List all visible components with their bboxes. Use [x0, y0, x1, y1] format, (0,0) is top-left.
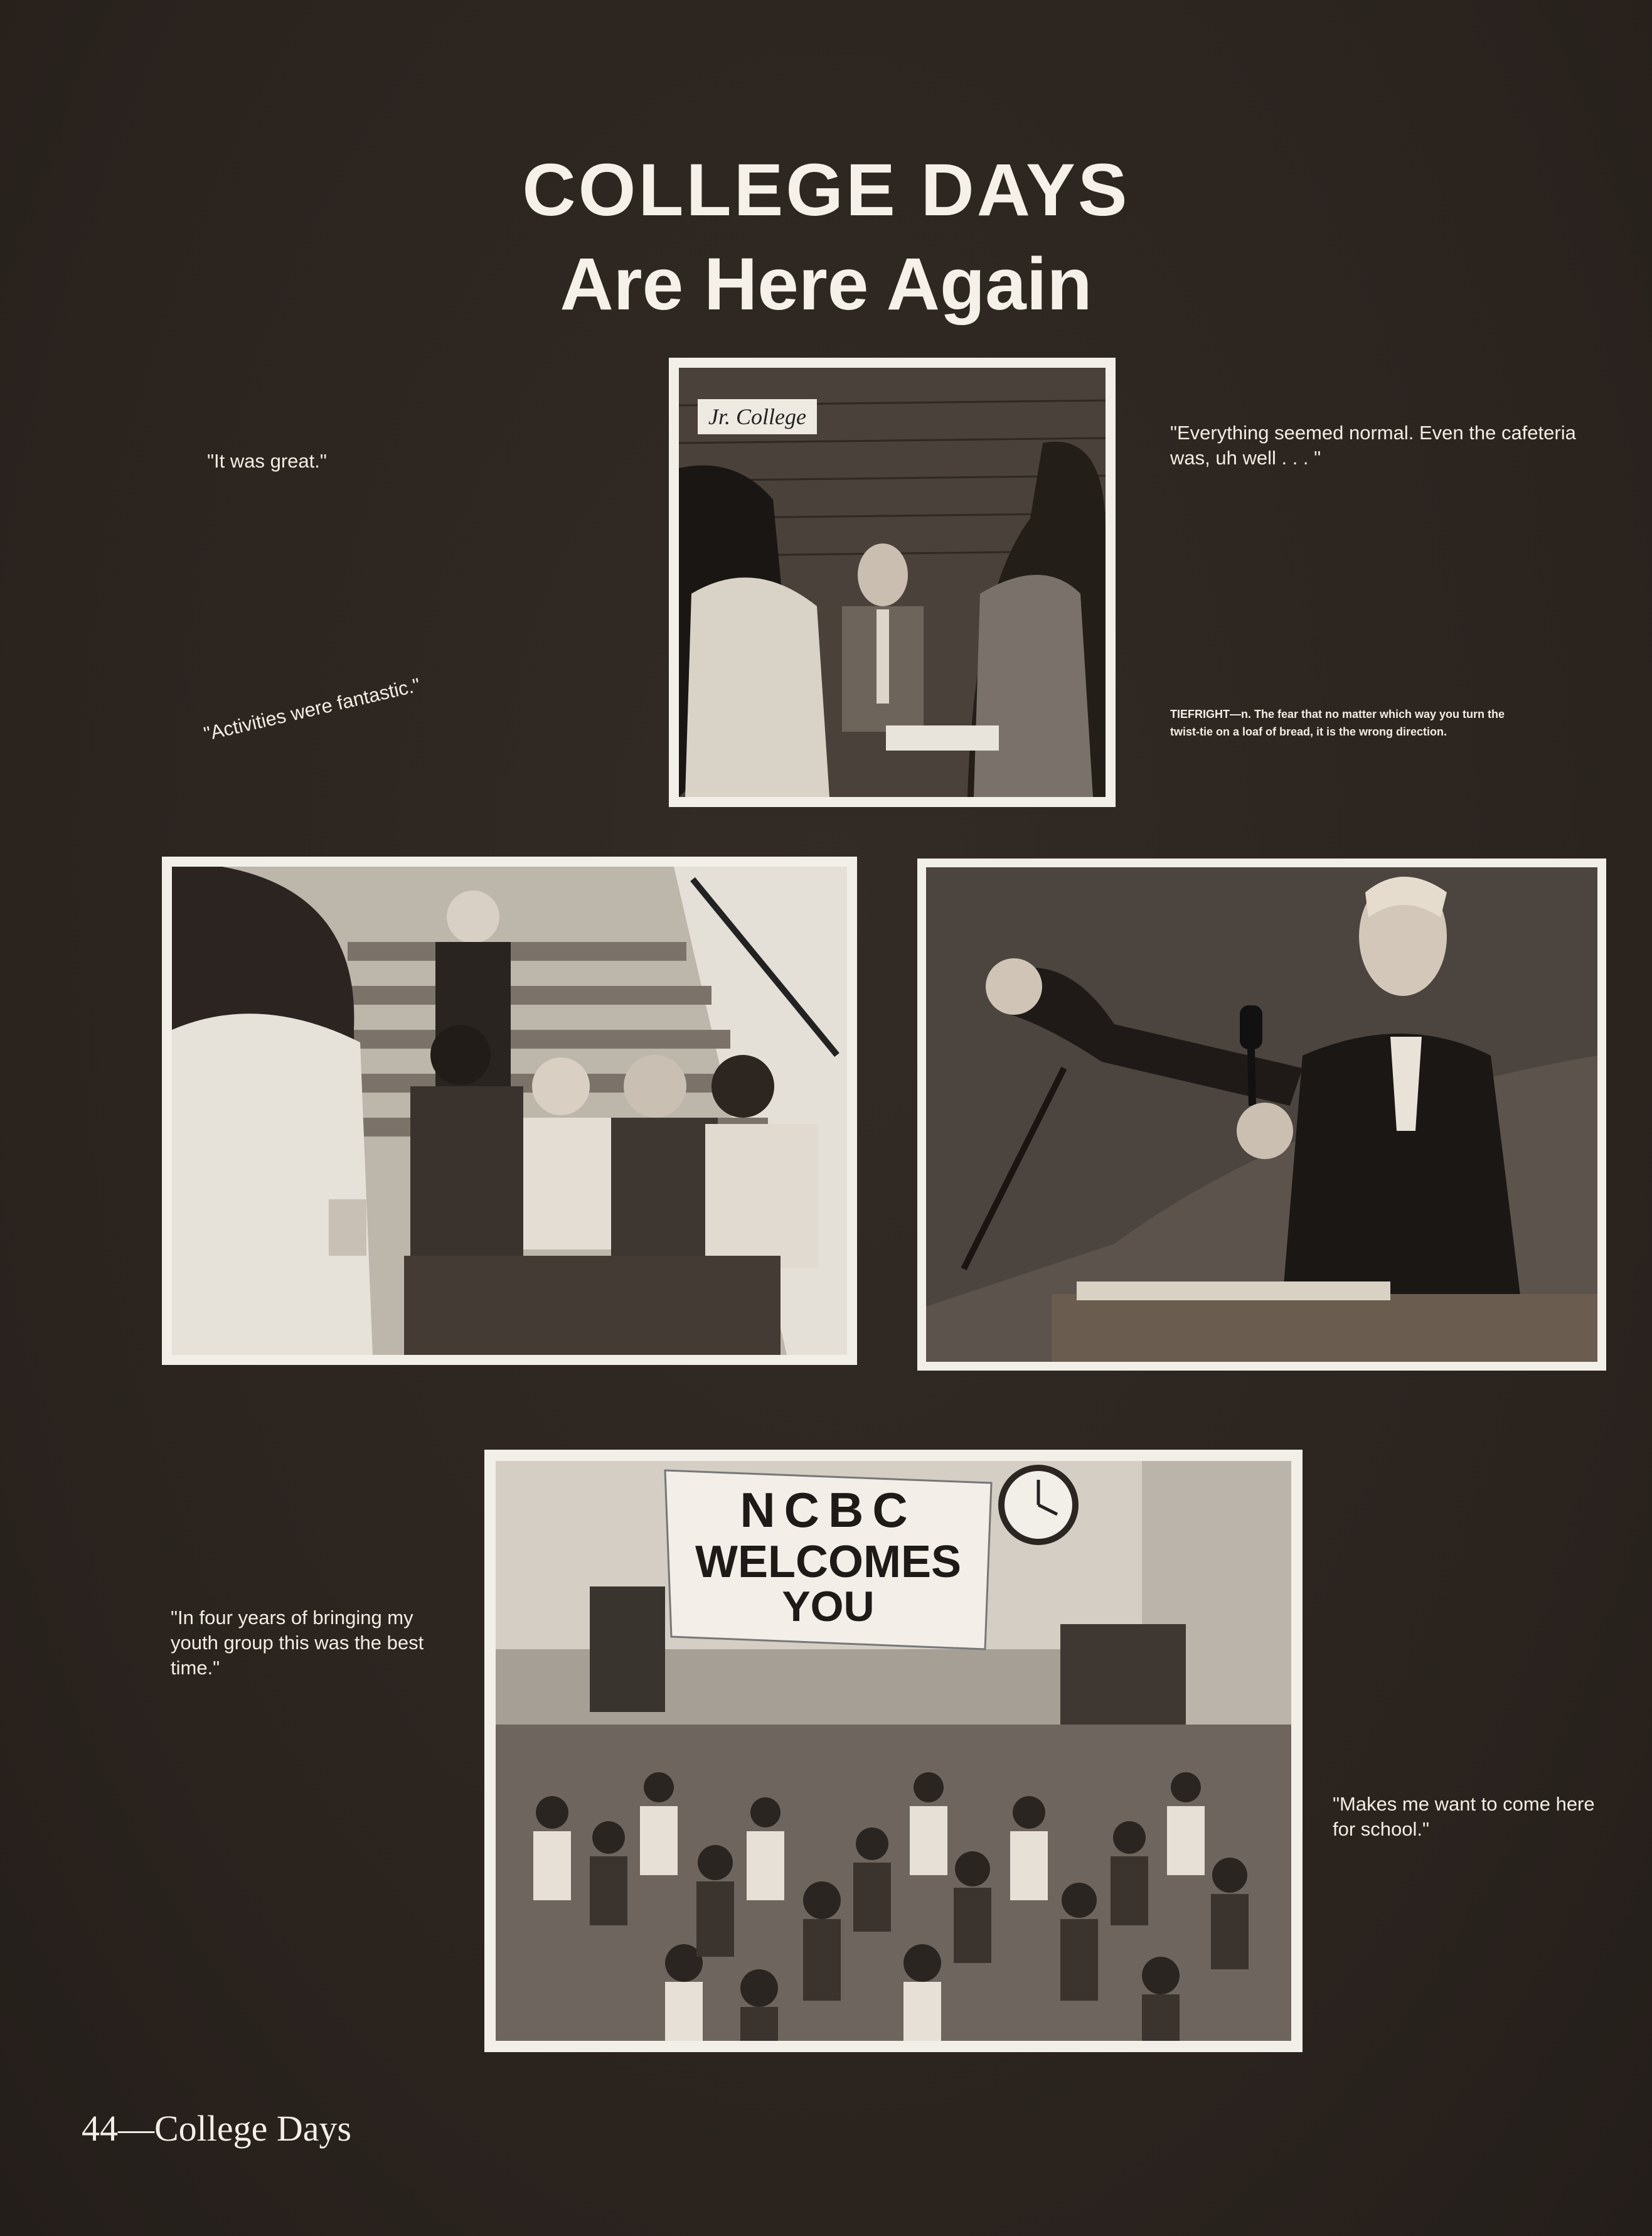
definition-line: TIEFRIGHT—n. The fear that no matter which way you turn the — [1170, 708, 1505, 720]
photo-registration — [669, 358, 1116, 807]
quote-everything-normal — [1170, 420, 1576, 471]
jr-college-sign: Jr. College — [708, 404, 806, 429]
banner-line-you: YOU — [782, 1583, 875, 1630]
banner-line-ncbc: NCBC — [740, 1482, 917, 1538]
photo-speaker — [917, 859, 1606, 1371]
quote-line: youth group this was the best — [171, 1632, 424, 1654]
banner-line-welcomes: WELCOMES — [695, 1537, 961, 1587]
page-footer: 44—College Days — [82, 2108, 352, 2149]
photo-atrium-image — [496, 1461, 1291, 2041]
photo-students-stairs-image — [172, 867, 847, 1355]
quote-line: "Everything seemed normal. Even the cafeteria — [1170, 422, 1576, 444]
definition-line: twist-tie on a loaf of bread, it is the wrong direction. — [1170, 725, 1447, 738]
quote-line: for school." — [1333, 1818, 1430, 1840]
quote-line: "Makes me want to come here — [1333, 1793, 1595, 1815]
quote-it-was-great: "It was great." — [207, 450, 327, 472]
quote-line: was, uh well . . . " — [1170, 447, 1321, 469]
photo-speaker-image — [926, 867, 1597, 1362]
tiefright-definition — [1170, 705, 1505, 741]
photo-students-stairs — [162, 857, 857, 1365]
quote-line: "In four years of bringing my — [171, 1607, 413, 1629]
quote-come-here — [1333, 1792, 1595, 1842]
page-title-line2: Are Here Again — [560, 243, 1092, 326]
page-title-line1: COLLEGE DAYS — [522, 149, 1130, 232]
quote-activities: "Activities were fantastic." — [201, 673, 423, 746]
quote-youth-group — [171, 1605, 424, 1681]
photo-registration-image — [679, 368, 1106, 797]
quote-line: time." — [171, 1657, 220, 1679]
photo-atrium-welcome — [484, 1450, 1303, 2052]
